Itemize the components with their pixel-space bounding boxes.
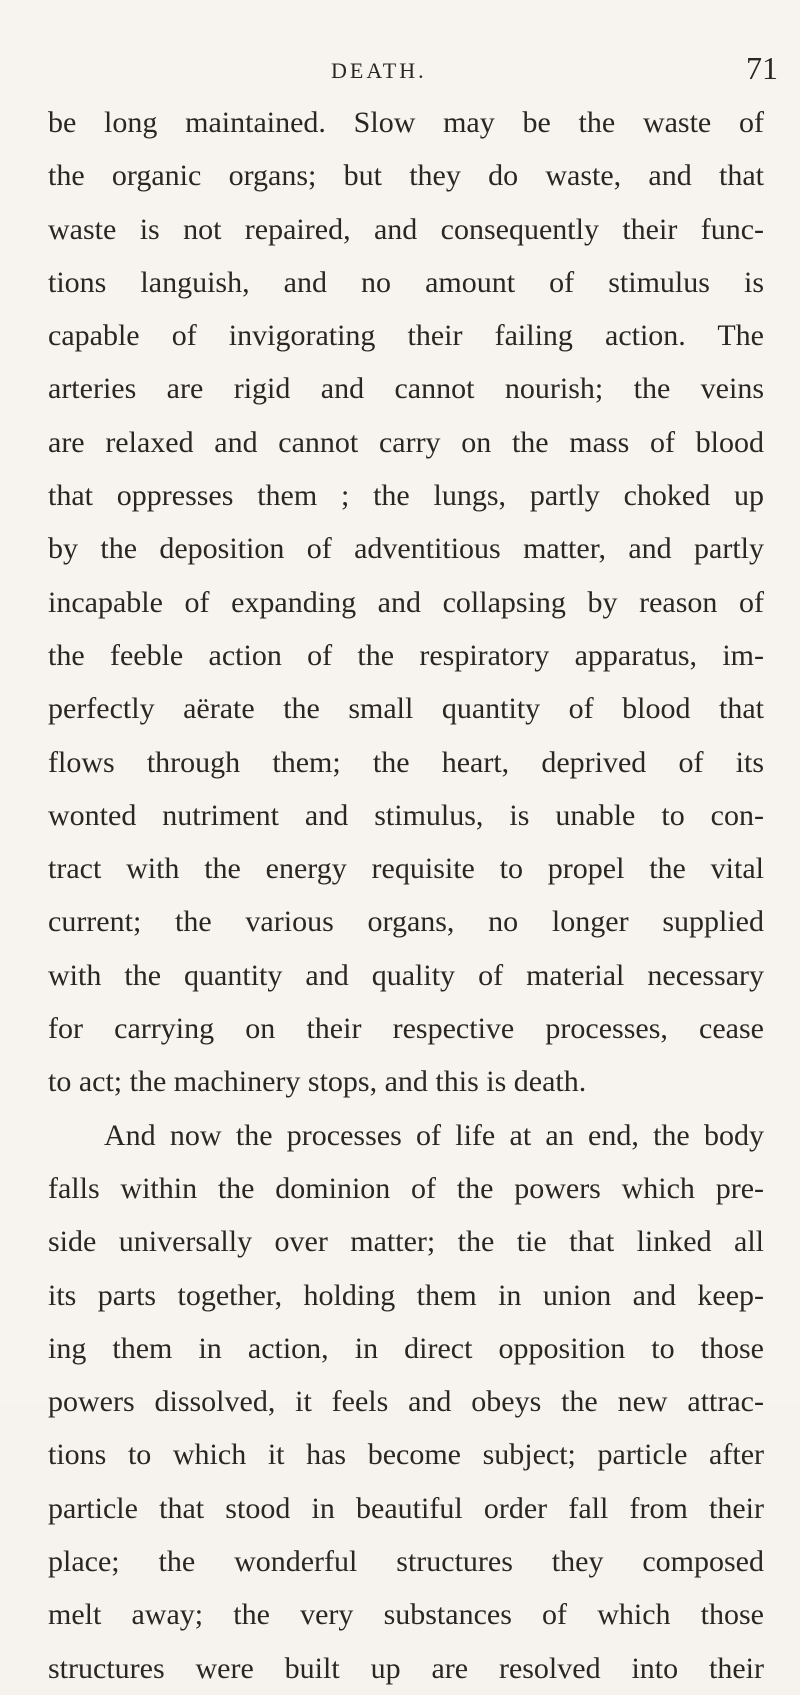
text-line: flows through them; the heart, deprived of its bbox=[48, 745, 764, 779]
text-line: current; the various organs, no longer supplied bbox=[48, 905, 764, 939]
text-line: tions to which it has become subject; particle after bbox=[48, 1438, 764, 1472]
running-head-title: DEATH. bbox=[331, 58, 427, 83]
text-line: the organic organs; but they do waste, and that bbox=[48, 159, 764, 193]
paragraph-start-line: And now the processes of life at an end, the body bbox=[104, 1118, 764, 1152]
text-line: ing them in action, in direct opposition to those bbox=[48, 1331, 764, 1365]
text-line: tions languish, and no amount of stimulus is bbox=[48, 265, 764, 299]
text-line: perfectly aërate the small quantity of blood that bbox=[48, 692, 764, 726]
text-line: wonted nutriment and stimulus, is unable to con- bbox=[48, 798, 764, 832]
text-line: place; the wonderful structures they composed bbox=[48, 1545, 764, 1579]
text-line: be long maintained. Slow may be the waste of bbox=[48, 106, 764, 139]
text-line: tract with the energy requisite to propel the vital bbox=[48, 852, 764, 886]
body-text bbox=[48, 96, 764, 1695]
text-line: particle that stood in beautiful order fall from their bbox=[48, 1491, 764, 1525]
text-line: melt away; the very substances of which those bbox=[48, 1598, 764, 1632]
text-line: for carrying on their respective processes, cease bbox=[48, 1012, 764, 1046]
text-line: the feeble action of the respiratory apparatus, im- bbox=[48, 638, 764, 672]
text-line: with the quantity and quality of material necessary bbox=[48, 958, 764, 992]
text-line: by the deposition of adventitious matter, and partly bbox=[48, 532, 764, 566]
text-line: are relaxed and cannot carry on the mass of blood bbox=[48, 425, 764, 459]
text-line: arteries are rigid and cannot nourish; the veins bbox=[48, 372, 764, 406]
text-line: capable of invigorating their failing action. The bbox=[48, 319, 764, 353]
running-head bbox=[0, 50, 800, 94]
text-line: waste is not repaired, and consequently their func- bbox=[48, 212, 764, 246]
page-number: 71 bbox=[746, 50, 778, 86]
text-line: incapable of expanding and collapsing by reason of bbox=[48, 585, 764, 619]
text-line: powers dissolved, it feels and obeys the new attrac- bbox=[48, 1385, 764, 1419]
text-line: its parts together, holding them in union and keep- bbox=[48, 1278, 764, 1312]
text-line: structures were built up are resolved into their bbox=[48, 1651, 764, 1685]
text-line: falls within the dominion of the powers which pre- bbox=[48, 1171, 764, 1205]
text-line: that oppresses them ; the lungs, partly choked up bbox=[48, 479, 764, 513]
text-line: side universally over matter; the tie that linked all bbox=[48, 1225, 764, 1259]
paragraph-end-line: to act; the machinery stops, and this is death. bbox=[48, 1065, 587, 1099]
